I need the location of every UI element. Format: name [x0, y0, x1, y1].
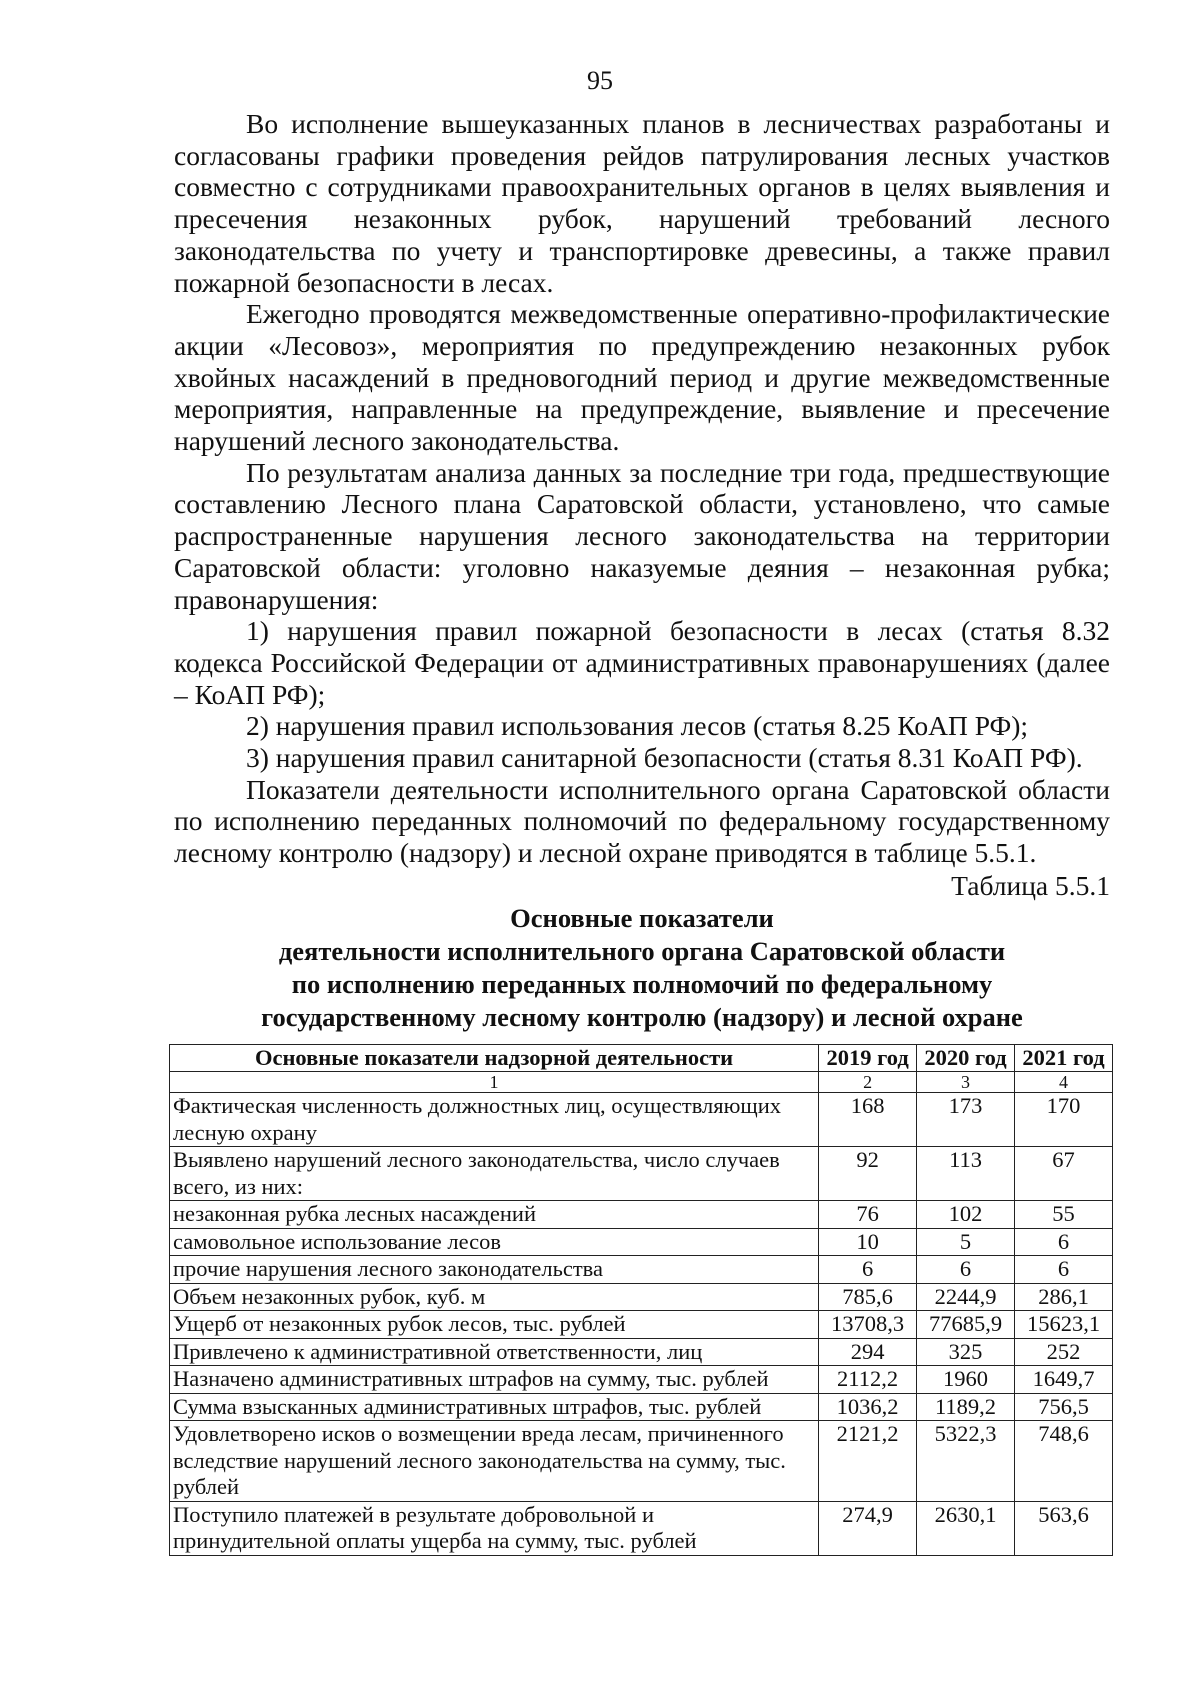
paragraph: Показатели деятельности исполнительного органа Саратовской области по исполнению переданных полномочий по федеральному государственному лесному контролю (надзору) и лесной охране приводятся в таблице 5.5.1.: [174, 773, 1110, 869]
value-2019: 76: [819, 1201, 917, 1229]
list-item: 1) нарушения правил пожарной безопасности в лесах (статья 8.32 кодекса Российской Федерации от административных правонарушениях (далее – КоАП РФ);: [174, 615, 1110, 710]
value-2020: 173: [917, 1093, 1015, 1147]
value-2020: 325: [917, 1338, 1015, 1366]
table-title-line: деятельности исполнительного органа Саратовской области: [278, 936, 1006, 966]
value-2021: 67: [1015, 1147, 1113, 1201]
value-2019: 2121,2: [819, 1421, 917, 1502]
table-row: [170, 1338, 1113, 1366]
column-number: 1: [170, 1072, 819, 1093]
column-header: 2021 год: [1015, 1045, 1113, 1072]
value-2021: 6: [1015, 1256, 1113, 1284]
indicators-table: [169, 1044, 1113, 1556]
row-label: незаконная рубка лесных насаждений: [170, 1201, 819, 1229]
value-2019: 13708,3: [819, 1311, 917, 1339]
column-header: 2019 год: [819, 1045, 917, 1072]
value-2019: 274,9: [819, 1501, 917, 1555]
row-label: Объем незаконных рубок, куб. м: [170, 1283, 819, 1311]
value-2021: 252: [1015, 1338, 1113, 1366]
value-2021: 756,5: [1015, 1393, 1113, 1421]
table-caption: Таблица 5.5.1: [951, 870, 1110, 901]
table-title: [174, 902, 1110, 1034]
value-2021: 286,1: [1015, 1283, 1113, 1311]
table-row: [170, 1283, 1113, 1311]
table-row: [170, 1228, 1113, 1256]
table-row: [170, 1256, 1113, 1284]
value-2019: 1036,2: [819, 1393, 917, 1421]
value-2020: 113: [917, 1147, 1015, 1201]
list-item: 2) нарушения правил использования лесов (статья 8.25 КоАП РФ);: [246, 710, 1029, 742]
paragraph: Во исполнение вышеуказанных планов в лесничествах разработаны и согласованы графики проведения рейдов патрулирования лесных участков совместно с сотрудниками правоохранительных органов в целях выявления и пресечения незаконных рубок, нарушений требований лесного законодательства по учету и транспортировке древесины, а также правил пожарной безопасности в лесах.: [174, 108, 1110, 298]
table-row: [170, 1093, 1113, 1147]
body-text: [174, 108, 1110, 869]
value-2019: 785,6: [819, 1283, 917, 1311]
value-2020: 1960: [917, 1366, 1015, 1394]
table-title-line: по исполнению переданных полномочий по федеральному: [291, 969, 993, 999]
row-label: самовольное использование лесов: [170, 1228, 819, 1256]
value-2020: 6: [917, 1256, 1015, 1284]
column-header: Основные показатели надзорной деятельности: [170, 1045, 819, 1072]
row-label: Поступило платежей в результате добровольной и принудительной оплаты ущерба на сумму, тыс. рублей: [170, 1501, 819, 1555]
value-2021: 170: [1015, 1093, 1113, 1147]
table-header-row: [170, 1045, 1113, 1072]
value-2021: 1649,7: [1015, 1366, 1113, 1394]
value-2019: 6: [819, 1256, 917, 1284]
row-label: Назначено административных штрафов на сумму, тыс. рублей: [170, 1366, 819, 1394]
column-number: 4: [1015, 1072, 1113, 1093]
row-label: Ущерб от незаконных рубок лесов, тыс. рублей: [170, 1311, 819, 1339]
value-2020: 1189,2: [917, 1393, 1015, 1421]
value-2019: 168: [819, 1093, 917, 1147]
paragraph: По результатам анализа данных за последние три года, предшествующие составлению Лесного плана Саратовской области, установлено, что самые распространенные нарушения лесного законодательства на территории Саратовской области: уголовно наказуемые деяния – незаконная рубка; правонарушения:: [174, 456, 1110, 615]
table-row: [170, 1393, 1113, 1421]
value-2019: 10: [819, 1228, 917, 1256]
value-2019: 92: [819, 1147, 917, 1201]
value-2021: 748,6: [1015, 1421, 1113, 1502]
table-row: [170, 1201, 1113, 1229]
value-2020: 2244,9: [917, 1283, 1015, 1311]
value-2021: 55: [1015, 1201, 1113, 1229]
value-2021: 15623,1: [1015, 1311, 1113, 1339]
value-2020: 77685,9: [917, 1311, 1015, 1339]
paragraph: Ежегодно проводятся межведомственные оперативно-профилактические акции «Лесовоз», мероприятия по предупреждению незаконных рубок хвойных насаждений в предновогодний период и другие межведомственные мероприятия, направленные на предупреждение, выявление и пресечение нарушений лесного законодательства.: [174, 298, 1110, 457]
column-header: 2020 год: [917, 1045, 1015, 1072]
row-label: прочие нарушения лесного законодательства: [170, 1256, 819, 1284]
value-2020: 2630,1: [917, 1501, 1015, 1555]
table-title-line: Основные показатели: [510, 903, 774, 933]
table-row: [170, 1311, 1113, 1339]
table-row: [170, 1421, 1113, 1502]
value-2021: 563,6: [1015, 1501, 1113, 1555]
value-2020: 5: [917, 1228, 1015, 1256]
row-label: Удовлетворено исков о возмещении вреда лесам, причиненного вследствие нарушений лесного законодательства на сумму, тыс. рублей: [170, 1421, 819, 1502]
table-row: [170, 1501, 1113, 1555]
value-2020: 5322,3: [917, 1421, 1015, 1502]
row-label: Фактическая численность должностных лиц, осуществляющих лесную охрану: [170, 1093, 819, 1147]
table-title-line: государственному лесному контролю (надзору) и лесной охране: [261, 1002, 1023, 1032]
page-number: 95: [587, 66, 613, 95]
row-label: Привлечено к административной ответственности, лиц: [170, 1338, 819, 1366]
table-row: [170, 1147, 1113, 1201]
list-item: 3) нарушения правил санитарной безопасности (статья 8.31 КоАП РФ).: [246, 742, 1083, 774]
table-row: [170, 1366, 1113, 1394]
row-label: Выявлено нарушений лесного законодательства, число случаев всего, из них:: [170, 1147, 819, 1201]
column-number: 2: [819, 1072, 917, 1093]
value-2020: 102: [917, 1201, 1015, 1229]
value-2019: 294: [819, 1338, 917, 1366]
column-number-row: [170, 1072, 1113, 1093]
row-label: Сумма взысканных административных штрафов, тыс. рублей: [170, 1393, 819, 1421]
column-number: 3: [917, 1072, 1015, 1093]
value-2019: 2112,2: [819, 1366, 917, 1394]
value-2021: 6: [1015, 1228, 1113, 1256]
